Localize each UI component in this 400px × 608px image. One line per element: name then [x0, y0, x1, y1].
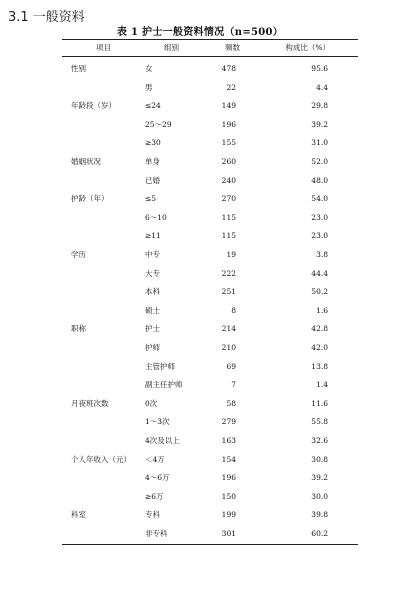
row-count: 115 [221, 213, 236, 222]
row-count: 279 [221, 417, 236, 426]
row-count: 58 [226, 399, 236, 408]
row-pct: 42.8 [311, 324, 328, 333]
row-group: 1～3次 [145, 417, 170, 426]
row-pct: 42.0 [311, 343, 328, 352]
row-pct: 1.6 [316, 306, 328, 315]
section-heading: 3.1 一般资料 [8, 10, 85, 25]
row-group: 男 [145, 83, 153, 92]
table-caption: 表 1 护士一般资料情况（n=500） [116, 27, 284, 38]
row-group: 护师 [145, 343, 160, 352]
row-group: ＜4万 [145, 455, 165, 464]
row-pct: 44.4 [311, 269, 328, 278]
row-pct: 48.0 [311, 176, 328, 185]
row-pct: 32.6 [311, 436, 328, 445]
row-group: 女 [145, 64, 153, 73]
row-pct: 50.2 [311, 287, 328, 296]
row-group: 已婚 [145, 176, 160, 185]
table-top-rule [62, 39, 358, 40]
row-item: 个人年收入（元） [71, 455, 131, 464]
row-count: 7 [231, 380, 236, 389]
row-group: ≥6万 [145, 492, 164, 501]
row-group: 专科 [145, 510, 160, 519]
row-pct: 4.4 [316, 83, 328, 92]
row-item: 性别 [71, 64, 86, 73]
row-pct: 52.0 [311, 157, 328, 166]
row-group: 4～6万 [145, 473, 170, 482]
header-count: 频数 [225, 43, 240, 52]
row-group: 主管护师 [145, 362, 175, 371]
row-pct: 39.2 [311, 120, 328, 129]
row-group: 护士 [145, 324, 160, 333]
row-group: 单身 [145, 157, 160, 166]
row-pct: 23.0 [311, 213, 328, 222]
row-group: 本科 [145, 287, 160, 296]
row-count: 154 [221, 455, 236, 464]
row-count: 155 [221, 138, 236, 147]
row-count: 19 [226, 250, 236, 259]
row-item: 科室 [71, 510, 86, 519]
row-pct: 11.6 [311, 399, 328, 408]
row-count: 196 [221, 473, 236, 482]
row-group: ≤5 [145, 194, 157, 203]
row-count: 301 [221, 529, 236, 538]
row-pct: 13.8 [311, 362, 328, 371]
row-pct: 39.8 [311, 510, 328, 519]
row-count: 8 [231, 306, 236, 315]
row-count: 222 [221, 269, 236, 278]
row-group: ≤24 [145, 101, 161, 110]
row-count: 115 [221, 231, 236, 240]
row-count: 214 [221, 324, 236, 333]
row-group: ≥30 [145, 138, 161, 147]
header-pct: 构成比（%） [285, 43, 330, 52]
row-group: 4次及以上 [145, 436, 180, 445]
row-count: 270 [221, 194, 236, 203]
row-pct: 55.8 [311, 417, 328, 426]
row-pct: 29.8 [311, 101, 328, 110]
row-group: 0次 [145, 399, 158, 408]
row-count: 210 [221, 343, 236, 352]
row-group: 非专科 [145, 529, 168, 538]
table-header-rule [62, 56, 358, 57]
row-pct: 23.0 [311, 231, 328, 240]
row-count: 69 [226, 362, 236, 371]
row-pct: 30.0 [311, 492, 328, 501]
row-count: 251 [221, 287, 236, 296]
row-group: 6～10 [145, 213, 167, 222]
row-pct: 54.0 [311, 194, 328, 203]
row-item: 月夜班次数 [71, 399, 109, 408]
row-count: 199 [221, 510, 236, 519]
row-pct: 31.0 [311, 138, 328, 147]
row-count: 240 [221, 176, 236, 185]
row-item: 年龄段（岁） [71, 101, 116, 110]
row-count: 196 [221, 120, 236, 129]
row-count: 478 [221, 64, 236, 73]
row-group: 25～29 [145, 120, 172, 129]
row-group: 副主任护师 [145, 380, 183, 389]
row-count: 163 [221, 436, 236, 445]
row-count: 149 [221, 101, 236, 110]
row-item: 职称 [71, 324, 86, 333]
row-count: 260 [221, 157, 236, 166]
row-group: 硕士 [145, 306, 160, 315]
row-item: 学历 [71, 250, 86, 259]
row-count: 22 [226, 83, 236, 92]
row-item: 婚姻状况 [71, 157, 101, 166]
row-pct: 95.6 [311, 64, 328, 73]
row-pct: 60.2 [311, 529, 328, 538]
row-pct: 39.2 [311, 473, 328, 482]
row-count: 150 [221, 492, 236, 501]
header-item: 项目 [96, 43, 111, 52]
row-group: 大专 [145, 269, 160, 278]
row-pct: 1.4 [316, 380, 328, 389]
row-pct: 30.8 [311, 455, 328, 464]
table-bottom-rule [62, 544, 358, 545]
row-group: ≥11 [145, 231, 161, 240]
row-group: 中专 [145, 250, 160, 259]
row-item: 护龄（年） [71, 194, 109, 203]
header-group: 组别 [164, 43, 179, 52]
row-pct: 3.8 [316, 250, 328, 259]
